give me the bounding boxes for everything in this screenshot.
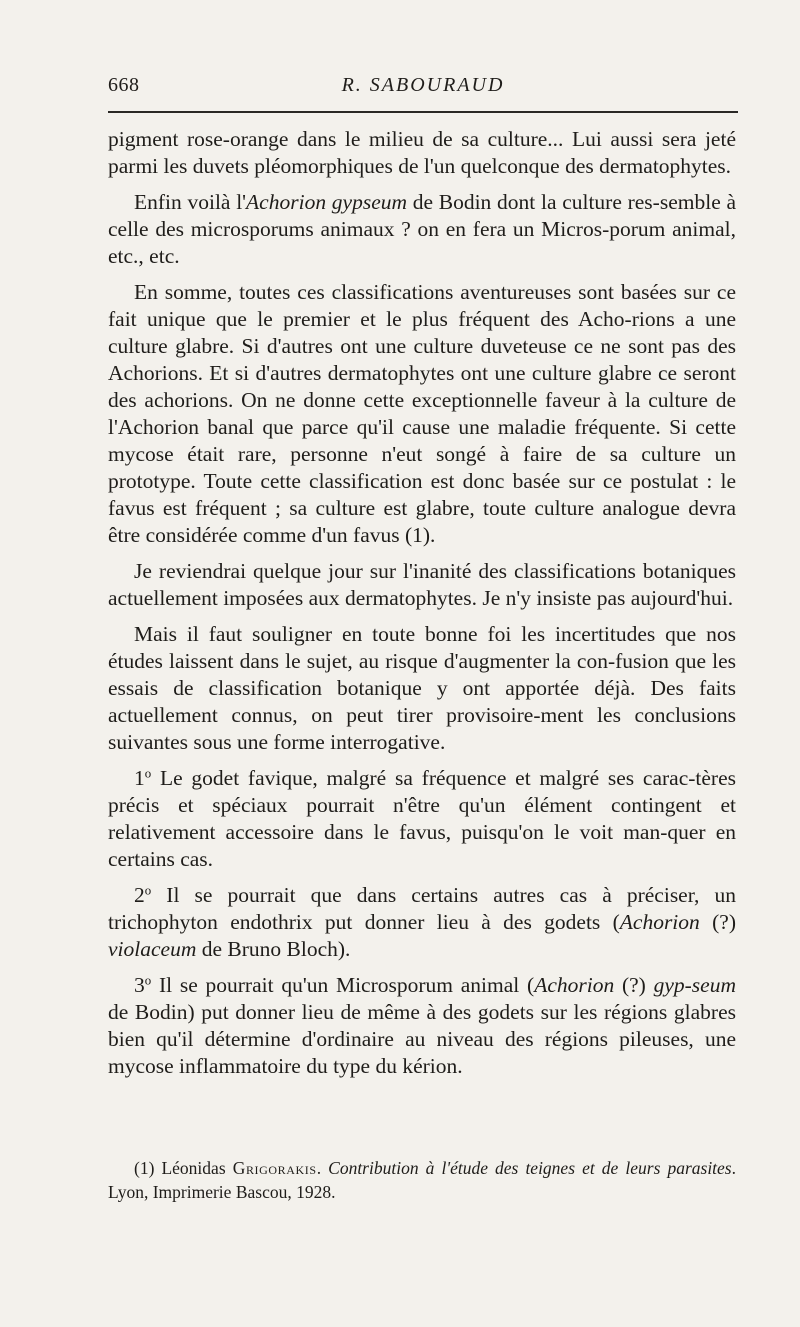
conclusion-3-number: 3 <box>134 973 145 997</box>
conclusion-2-text-c: de Bruno Bloch). <box>196 937 351 961</box>
conclusion-2-text-a: Il se pourrait que dans certains autres cas à préciser, un trichophyton endothrix put donner lieu à des godets ( <box>108 883 736 934</box>
conclusion-2-degree: o <box>144 883 152 898</box>
paragraph-2-rest: de Bodin dont la culture res-semble à celle des microsporums animaux ? on en fera un Micros-porum animal, etc., etc. <box>108 190 736 268</box>
taxon-violaceum: violaceum <box>108 937 197 961</box>
conclusion-3-text-c: de Bodin) put donner lieu de même à des godets sur les régions glabres bien qu'il détermine d'ordinaire au niveau des régions pileuses, une mycose inflammatoire du type du kérion. <box>108 1000 736 1078</box>
conclusion-3-degree: o <box>144 973 152 988</box>
footnote-1 <box>108 1156 736 1204</box>
taxon-achorion: Achorion <box>619 910 700 934</box>
paragraph-4: Je reviendrai quelque jour sur l'inanité des classifications botaniques actuellement imposées aux dermatophytes. Je n'y insiste pas aujourd'hui. <box>108 559 736 610</box>
paragraph-2-lead: Enfin voilà l' <box>134 190 247 214</box>
conclusion-1 <box>108 765 736 873</box>
footnote-marker: (1) <box>134 1158 155 1178</box>
conclusion-1-degree: o <box>144 766 152 781</box>
footnote-publisher: . Lyon, Imprimerie Bascou, 1928. <box>108 1158 736 1202</box>
conclusion-2-number: 2 <box>134 883 145 907</box>
conclusion-3-text-a: Il se pourrait qu'un Microsporum animal ( <box>151 973 535 997</box>
paragraph-2 <box>108 189 736 270</box>
body-text <box>108 126 736 1089</box>
conclusion-2 <box>108 882 736 963</box>
footnote-title: Contribution à l'étude des teignes et de leurs parasites <box>328 1158 732 1178</box>
conclusion-3 <box>108 972 736 1080</box>
paragraph-5: Mais il faut souligner en toute bonne foi les incertitudes que nos études laissent dans le sujet, au risque d'augmenter la con-fusion que les essais de classification botanique y ont apportée déjà. Des faits actuellement connus, on peut tirer provisoire-ment les conclusions suivantes sous une forme interrogative. <box>108 622 736 754</box>
conclusion-2-text-b: (?) <box>699 910 736 934</box>
footnote-author-last: Grigorakis <box>232 1158 317 1178</box>
page-header <box>108 74 738 100</box>
paragraph-1: pigment rose-orange dans le milieu de sa culture... Lui aussi sera jeté parmi les duvets pléomorphiques de l'un quelconque des dermatophytes. <box>108 127 736 178</box>
footnote-author-first: Léonidas <box>154 1158 233 1178</box>
header-rule <box>108 111 738 113</box>
footnote <box>108 1156 736 1204</box>
footnote-separator: . <box>316 1158 329 1178</box>
paragraph-3: En somme, toutes ces classifications aventureuses sont basées sur ce fait unique que le premier et le plus fréquent des Acho-rions a une culture glabre. Si d'autres ont une culture duveteuse ce ne sont pas des Achorions. Et si d'autres dermatophytes ont une culture glabre ce seront des achorions. On ne donne cette exceptionnelle faveur à la culture de l'Achorion banal que parce qu'il cause une maladie fréquente. Si cette mycose était rare, personne n'eut songé à faire de sa culture un prototype. Toute cette classification est donc basée sur ce postulat : le favus est fréquent ; sa culture est glabre, toute culture analogue devra être considérée comme d'un favus (1). <box>108 280 736 547</box>
taxon-achorion-gypseum: Achorion gypseum <box>246 190 408 214</box>
taxon-achorion: Achorion <box>534 973 615 997</box>
running-head: R. SABOURAUD <box>341 74 505 96</box>
conclusion-3-text-b: (?) <box>614 973 654 997</box>
conclusion-1-number: 1 <box>134 766 145 790</box>
taxon-gypseum: gyp-seum <box>653 973 736 997</box>
page-number: 668 <box>108 74 140 96</box>
conclusion-1-text: Le godet favique, malgré sa fréquence et malgré ses carac-tères précis et spéciaux pourrait n'être qu'un élément contingent et relativement accessoire dans le favus, puisqu'on le voit man-quer en certains cas. <box>108 766 736 871</box>
